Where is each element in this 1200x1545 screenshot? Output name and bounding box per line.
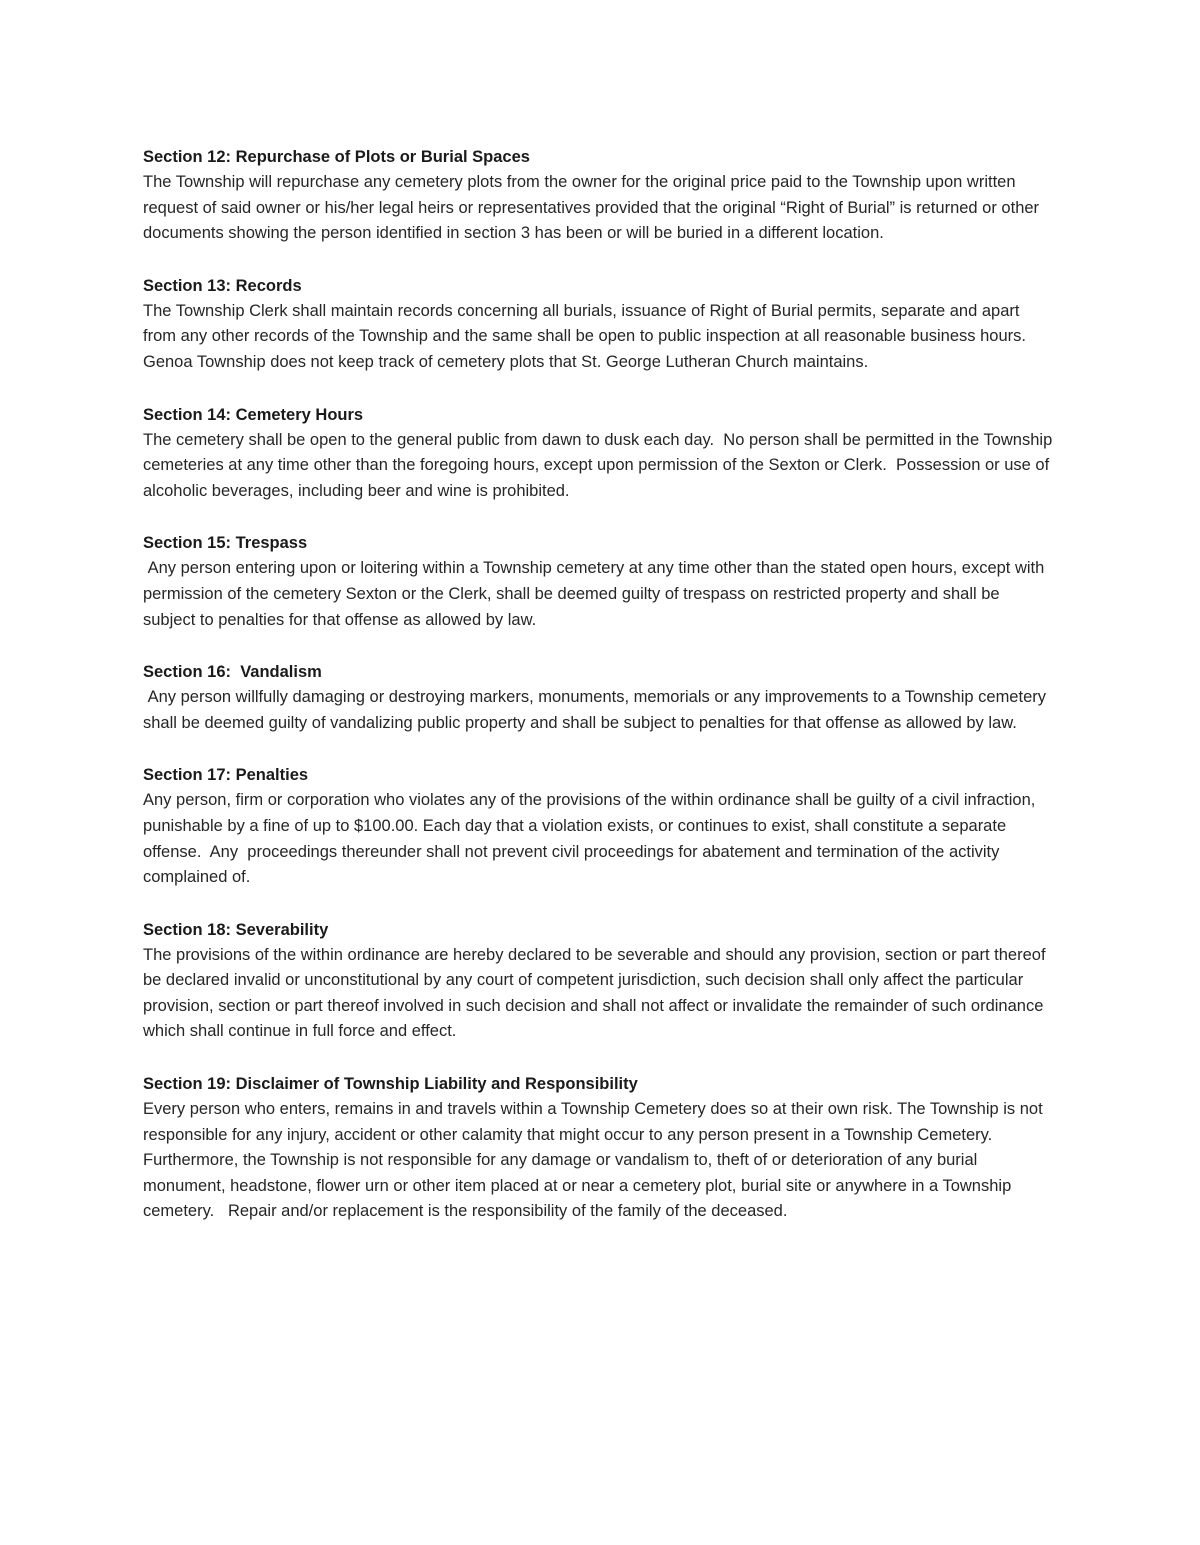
section-body: Any person, firm or corporation who violates any of the provisions of the within ordinance shall be guilty of a civil infraction, punishable by a fine of up to $100.00. Each day that a violation exists, or continues to exist, shall constitute a separate offense. Any proceedings thereunder shall not prevent civil proceedings for abatement and termination of the activity complained of. (143, 791, 1040, 887)
section-17 (143, 762, 1055, 890)
section-body: Every person who enters, remains in and travels within a Township Cemetery does so at their own risk. The Township is not responsible for any injury, accident or other calamity that might occur to any person present in a Township Cemetery. Furthermore, the Township is not responsible for any damage or vandalism to, theft of or deterioration of any burial monument, headstone, flower urn or other item placed at or near a cemetery plot, burial site or anywhere in a Township cemetery. Repair and/or replacement is the responsibility of the family of the deceased. (143, 1100, 1048, 1221)
document-page (143, 144, 1055, 1251)
section-16 (143, 659, 1055, 736)
section-heading: Section 17: Penalties (143, 766, 309, 785)
section-heading: Section 12: Repurchase of Plots or Burial Spaces (143, 148, 530, 166)
section-14 (143, 402, 1055, 505)
section-15 (143, 530, 1055, 633)
section-heading: Section 16: Vandalism (143, 663, 322, 682)
section-body: The Township Clerk shall maintain records concerning all burials, issuance of Right of Burial permits, separate and apart from any other records of the Township and the same shall be open to public inspection at all reasonable business hours. Genoa Township does not keep track of cemetery plots that St. George Lutheran Church maintains. (143, 301, 1036, 371)
section-body: The Township will repurchase any cemetery plots from the owner for the original price paid to the Township upon written request of said owner or his/her legal heirs or representatives provided that the original “Right of Burial” is returned or other documents showing the person identified in section 3 has been or will be buried in a different location. (143, 173, 1044, 243)
section-13 (143, 273, 1055, 376)
section-body: The cemetery shall be open to the general public from dawn to dusk each day. No person shall be permitted in the Township cemeteries at any time other than the foregoing hours, except upon permission of the Sexton or Clerk. Possession or use of alcoholic beverages, including beer and wine is prohibited. (143, 430, 1057, 500)
section-12 (143, 144, 1055, 247)
section-body: Any person willfully damaging or destroying markers, monuments, memorials or any improvements to a Township cemetery shall be deemed guilty of vandalizing public property and shall be subject to penalties for that offense as allowed by law. (143, 688, 1051, 732)
section-18 (143, 917, 1055, 1045)
section-heading: Section 13: Records (143, 276, 302, 295)
section-body: Any person entering upon or loitering within a Township cemetery at any time other than the stated open hours, except with permission of the cemetery Sexton or the Clerk, shall be deemed guilty of trespass on restricted property and shall be subject to penalties for that offense as allowed by law. (143, 559, 1049, 629)
section-heading: Section 19: Disclaimer of Township Liability and Responsibility (143, 1075, 638, 1094)
section-19 (143, 1071, 1055, 1225)
section-heading: Section 18: Severability (143, 920, 329, 939)
section-body: The provisions of the within ordinance are hereby declared to be severable and should any provision, section or part thereof be declared invalid or unconstitutional by any court of competent jurisdiction, such decision shall only affect the particular provision, section or part thereof involved in such decision and shall not affect or invalidate the remainder of such ordinance which shall continue in full force and effect. (143, 945, 1051, 1041)
section-heading: Section 15: Trespass (143, 534, 308, 553)
section-heading: Section 14: Cemetery Hours (143, 405, 364, 424)
